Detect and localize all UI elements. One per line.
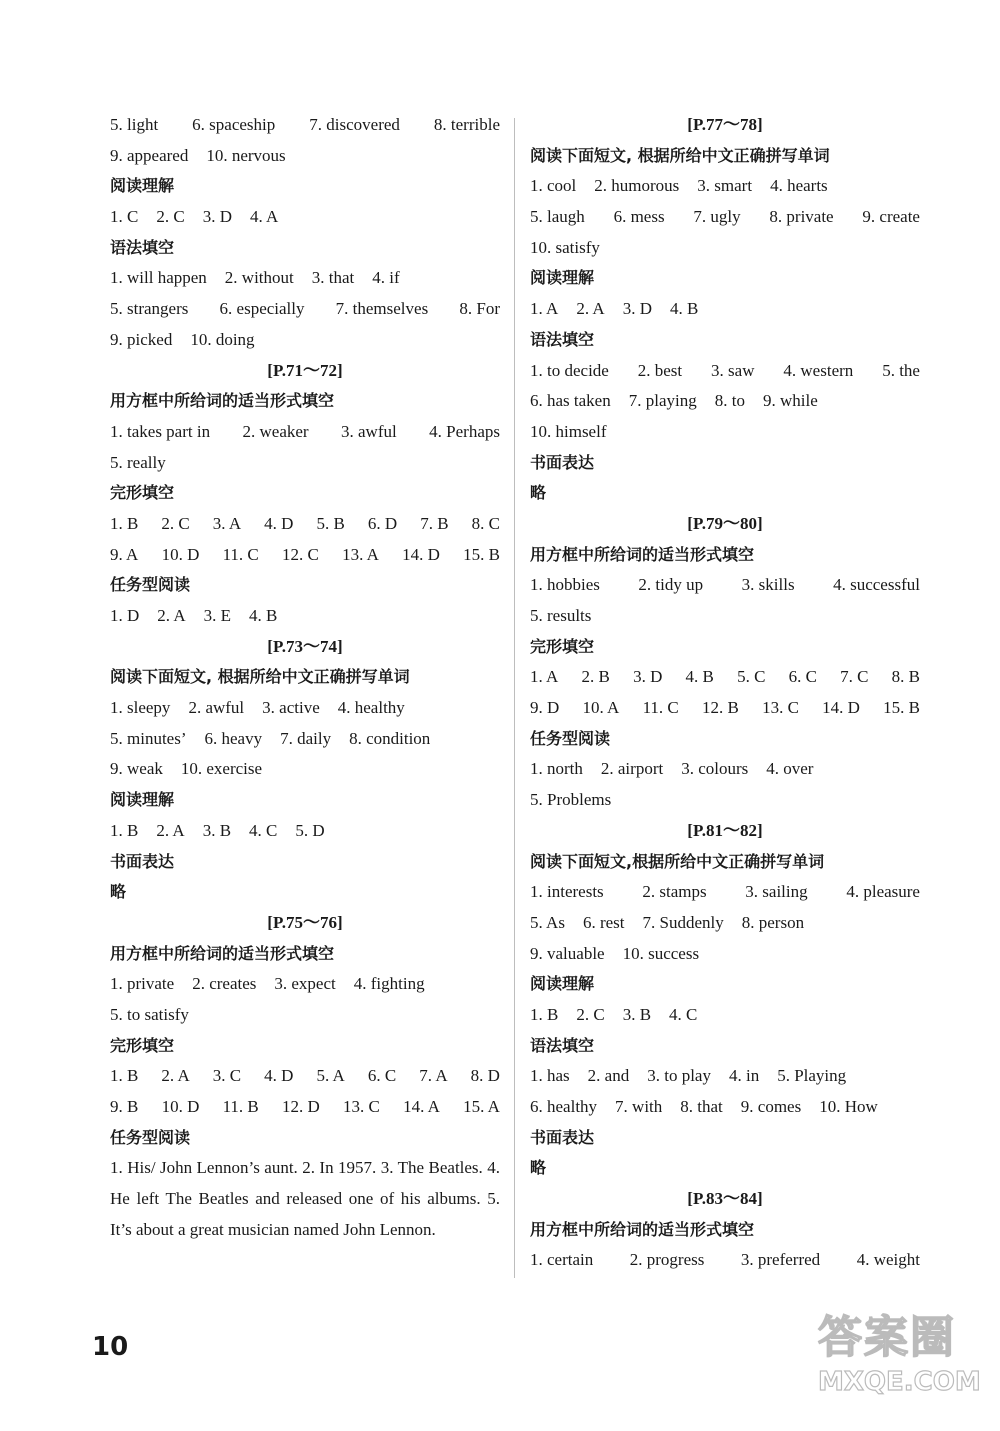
answer-item: 10. nervous: [206, 145, 286, 165]
section-heading: 语法填空: [110, 237, 175, 257]
answer-line: [110, 724, 500, 755]
answer-item: 6. healthy: [530, 1097, 598, 1116]
answer-item: 9. appeared: [110, 145, 189, 165]
answer-item: 1. has: [530, 1066, 570, 1086]
answer-item: 8. D: [470, 1066, 500, 1086]
answer-line: [110, 969, 500, 1000]
answer-item: 14. D: [402, 544, 440, 564]
answer-item: 7. C: [840, 667, 869, 687]
column-divider: [514, 118, 515, 1278]
answer-line: [110, 540, 500, 571]
answer-item: 7. discovered: [309, 115, 400, 134]
answer-item: 9. D: [530, 698, 560, 718]
answer-item: 1. B: [530, 1004, 559, 1024]
section-heading: 书面表达: [530, 452, 595, 472]
answer-line: [530, 877, 920, 908]
answer-item: 12. D: [282, 1097, 320, 1116]
answer-item: 4. successful: [833, 575, 920, 595]
answer-item: 3. saw: [711, 360, 755, 380]
answer-item: 1. C: [110, 207, 139, 227]
answer-line: [110, 141, 500, 172]
answer-item: 1. B: [110, 820, 139, 840]
answer-item: 3. B: [622, 1004, 652, 1024]
answer-item: 9. valuable: [530, 943, 605, 963]
answer-item: 3. awful: [341, 421, 397, 441]
section-heading: 略: [530, 1158, 547, 1178]
answer-item: 1. hobbies: [530, 575, 600, 595]
answer-item: 1. takes part in: [110, 421, 211, 441]
section-heading: 书面表达: [530, 1127, 595, 1147]
answer-item: 7. playing: [628, 391, 697, 411]
answer-item: 7. A: [419, 1066, 448, 1086]
answer-item: 9. create: [862, 207, 920, 227]
answer-line: [110, 816, 500, 847]
section-heading: 阅读理解: [530, 268, 595, 288]
answer-line: [110, 448, 500, 479]
left-column: [110, 110, 500, 1245]
answer-item: 1. B: [110, 513, 139, 533]
answer-item: 13. C: [762, 698, 799, 718]
answer-item: 1. sleepy: [110, 698, 171, 718]
section-heading: 阅读理解: [110, 790, 175, 810]
page-number: 10: [92, 1332, 129, 1362]
answer-item: 5. light: [110, 115, 159, 134]
answer-line: [530, 908, 920, 939]
section-heading: 任务型阅读: [110, 1127, 191, 1147]
answer-item: 4. pleasure: [846, 882, 920, 902]
answer-line: [110, 1000, 500, 1031]
answer-item: 4. western: [783, 360, 854, 380]
section-heading: 用方框中所给词的适当形式填空: [110, 391, 335, 411]
answer-item: 1. will happen: [110, 268, 207, 288]
answer-item: 8. B: [891, 667, 920, 687]
answer-item: 1. interests: [530, 882, 604, 902]
answer-item: 5. to satisfy: [110, 1004, 189, 1024]
answer-line: [110, 693, 500, 724]
answer-item: 6. heavy: [204, 728, 263, 748]
watermark-url: MXQE.COM: [818, 1367, 981, 1397]
answer-item: 2. C: [156, 207, 185, 227]
answer-item: 3. that: [311, 268, 355, 288]
answer-item: 7. B: [420, 513, 449, 533]
answer-line: [110, 1061, 500, 1092]
answer-item: 4. over: [766, 759, 814, 779]
answer-line: [530, 601, 920, 632]
answer-item: 7. daily: [280, 728, 332, 748]
answer-item: 13. A: [342, 544, 379, 564]
answer-item: 2. C: [576, 1004, 605, 1024]
answer-line: [530, 662, 920, 693]
answer-line: [530, 386, 920, 417]
answer-item: 5. minutes’: [110, 728, 187, 748]
answer-item: 3. sailing: [745, 882, 808, 902]
answer-item: 15. B: [883, 698, 920, 718]
answer-item: 3. B: [202, 820, 232, 840]
answer-line: [530, 939, 920, 970]
answer-item: 1. A: [530, 667, 559, 687]
answer-line: [110, 202, 500, 233]
answer-item: 15. B: [463, 544, 500, 564]
answer-item: 4. C: [249, 820, 278, 840]
answer-item: 7. themselves: [335, 299, 429, 319]
answer-item: 3. skills: [741, 575, 795, 595]
section-heading: 书面表达: [110, 851, 175, 871]
answer-line: [530, 785, 920, 816]
answer-paragraph: 1. His/ John Lennon’s aunt. 2. In 1957. 3. The Beatles. 4. He left The Beatles and released one of his albums. 5. It’s about a great musician named John Lennon.: [110, 1158, 500, 1239]
answer-item: 10. satisfy: [530, 237, 600, 257]
answer-item: 4. B: [669, 299, 699, 319]
section-heading: 略: [110, 882, 127, 902]
answer-item: 1. private: [110, 974, 175, 994]
answer-line: [110, 263, 500, 294]
answer-item: 4. weight: [856, 1250, 920, 1270]
answer-item: 3. to play: [647, 1066, 711, 1086]
answer-line: [110, 754, 500, 785]
answer-item: 11. C: [642, 698, 679, 718]
answer-item: 4. D: [264, 1066, 294, 1086]
answer-item: 5. D: [295, 820, 325, 840]
answer-item: 2. weaker: [242, 421, 309, 441]
watermark-logo: [818, 1312, 988, 1422]
answer-item: 9. A: [110, 544, 139, 564]
answer-item: 4. fighting: [353, 974, 425, 994]
section-heading: 完形填空: [110, 1035, 175, 1055]
page-range-heading: [P.83～84]: [687, 1189, 763, 1209]
answer-line: [530, 202, 920, 233]
section-heading: 完形填空: [530, 636, 595, 656]
answer-item: 1. to decide: [530, 360, 609, 380]
page-range-heading: [P.77～78]: [687, 115, 763, 134]
answer-item: 10. exercise: [180, 759, 263, 779]
answer-item: 3. colours: [681, 759, 749, 779]
answer-item: 5. really: [110, 452, 166, 472]
page-range-heading: [P.73～74]: [267, 636, 343, 656]
answer-line: [530, 233, 920, 264]
answer-item: 1. north: [530, 759, 583, 779]
answer-item: 9. weak: [110, 759, 163, 779]
answer-item: 8. C: [471, 513, 500, 533]
answer-item: 2. and: [587, 1066, 630, 1086]
answer-item: 12. B: [702, 698, 739, 718]
answer-item: 2. without: [224, 268, 294, 288]
answer-item: 10. A: [582, 698, 620, 718]
answer-line: [530, 1000, 920, 1031]
answer-line: [530, 570, 920, 601]
answer-item: 5. A: [316, 1066, 345, 1086]
answer-item: 9. B: [110, 1097, 139, 1116]
answer-item: 4. A: [249, 207, 279, 227]
section-heading: 用方框中所给词的适当形式填空: [530, 544, 755, 564]
answer-line: [530, 171, 920, 202]
answer-item: 10. D: [161, 544, 200, 564]
answer-line: [530, 356, 920, 387]
answer-item: 2. progress: [629, 1250, 705, 1270]
answer-item: 10. success: [622, 943, 700, 963]
page-range-heading: [P.81～82]: [687, 820, 763, 840]
section-heading: 阅读理解: [530, 974, 595, 994]
section-heading: 完形填空: [110, 483, 175, 503]
answer-item: 11. B: [222, 1097, 259, 1116]
answer-item: 4. B: [249, 606, 278, 625]
section-heading: 阅读下面短文, 根据所给中文正确拼写单词: [110, 667, 410, 687]
answer-item: 3. D: [622, 299, 652, 319]
answer-item: 9. comes: [740, 1097, 802, 1116]
right-column: [530, 110, 920, 1276]
answer-line: [530, 294, 920, 325]
answer-line: [110, 325, 500, 356]
section-heading: 任务型阅读: [110, 575, 191, 595]
answer-item: 2. A: [156, 820, 185, 840]
answer-item: 2. B: [581, 667, 610, 687]
answer-item: 8. that: [680, 1097, 723, 1116]
answer-item: 10. himself: [530, 421, 607, 441]
answer-line: [110, 1092, 500, 1123]
answer-item: 10. How: [819, 1097, 878, 1116]
answer-item: 1. certain: [530, 1250, 594, 1270]
answer-item: 3. A: [212, 513, 242, 533]
answer-item: 5. laugh: [530, 207, 585, 227]
answer-item: 2. A: [157, 606, 186, 625]
answer-item: 14. A: [403, 1097, 440, 1116]
answer-item: 6. C: [788, 667, 817, 687]
page-range-heading: [P.75～76]: [267, 912, 343, 932]
answer-item: 2. C: [161, 513, 190, 533]
answer-item: 5. strangers: [110, 299, 189, 319]
answer-item: 2. humorous: [594, 176, 680, 196]
answer-item: 3. D: [202, 207, 232, 227]
answer-item: 2. awful: [188, 698, 245, 718]
answer-item: 1. A: [530, 299, 559, 319]
answer-item: 4. healthy: [337, 698, 405, 718]
answer-item: 4. hearts: [770, 176, 828, 196]
section-heading: 用方框中所给词的适当形式填空: [110, 943, 335, 963]
answer-item: 8. terrible: [433, 115, 500, 134]
answer-item: 2. stamps: [642, 882, 707, 902]
answer-item: 4. D: [264, 513, 294, 533]
answer-item: 8. condition: [349, 728, 431, 748]
answer-line: [530, 417, 920, 448]
answer-line: [530, 1061, 920, 1092]
section-heading: 阅读下面短文, 根据所给中文正确拼写单词: [530, 145, 830, 165]
answer-item: 9. picked: [110, 329, 173, 349]
answer-item: 6. especially: [219, 299, 305, 319]
answer-item: 5. As: [530, 912, 565, 932]
answer-line: [530, 754, 920, 785]
section-heading: 略: [530, 483, 547, 503]
answer-item: 4. if: [372, 268, 400, 288]
answer-item: 12. C: [282, 544, 319, 564]
answer-item: 3. expect: [274, 974, 336, 994]
section-heading: 阅读理解: [110, 176, 175, 196]
answer-item: 5. Problems: [530, 790, 612, 810]
answer-item: 2. airport: [600, 759, 664, 779]
answer-line: [530, 1245, 920, 1276]
answer-item: 3. active: [262, 698, 320, 718]
answer-item: 13. C: [343, 1097, 380, 1116]
answer-item: 4. B: [685, 667, 714, 687]
answer-line: [110, 509, 500, 540]
answer-item: 3. smart: [697, 176, 753, 196]
answer-item: 6. D: [367, 513, 398, 533]
answer-item: 10. D: [161, 1097, 200, 1116]
answer-item: 5. results: [530, 606, 592, 625]
answer-item: 3. C: [212, 1066, 242, 1086]
answer-item: 4. Perhaps: [429, 421, 500, 441]
answer-item: 9. while: [762, 391, 818, 411]
answer-line: [110, 110, 500, 141]
page-range-heading: [P.71～72]: [267, 360, 343, 380]
page-range-heading: [P.79～80]: [687, 513, 763, 533]
answer-line: [110, 601, 500, 632]
answer-item: 6. has taken: [530, 391, 611, 411]
answer-item: 2. creates: [192, 974, 257, 994]
answer-item: 5. B: [316, 513, 345, 533]
answer-line: [110, 417, 500, 448]
answer-item: 6. rest: [582, 912, 625, 932]
answer-item: 2. tidy up: [638, 575, 704, 595]
answer-item: 7. Suddenly: [642, 912, 724, 932]
section-heading: 任务型阅读: [530, 728, 611, 748]
answer-item: 2. A: [576, 299, 605, 319]
answer-item: 8. For: [459, 299, 500, 319]
answer-item: 6. C: [367, 1066, 397, 1086]
answer-item: 6. mess: [613, 207, 665, 227]
watermark-glyphs: 答案圈: [818, 1312, 956, 1363]
answer-item: 6. spaceship: [192, 115, 276, 134]
section-heading: 语法填空: [530, 329, 595, 349]
answer-item: 11. C: [222, 544, 259, 564]
answer-line: [110, 294, 500, 325]
answer-item: 1. D: [110, 606, 140, 625]
answer-item: 8. to: [714, 391, 745, 411]
answer-item: 3. D: [633, 667, 663, 687]
answer-item: 3. E: [203, 606, 232, 625]
section-heading: 语法填空: [530, 1035, 595, 1055]
answer-item: 8. private: [769, 207, 834, 227]
answer-item: 7. ugly: [693, 207, 741, 227]
section-heading: 用方框中所给词的适当形式填空: [530, 1219, 755, 1239]
answer-item: 1. cool: [530, 176, 577, 196]
answer-item: 14. D: [822, 698, 860, 718]
answer-item: 2. A: [161, 1066, 190, 1086]
answer-line: [530, 693, 920, 724]
answer-item: 4. C: [669, 1004, 698, 1024]
answer-line: [530, 1092, 920, 1123]
answer-item: 5. C: [737, 667, 766, 687]
section-heading: 阅读下面短文,根据所给中文正确拼写单词: [530, 851, 825, 871]
answer-item: 8. person: [741, 912, 805, 932]
answer-item: 2. best: [637, 360, 683, 380]
answer-item: 1. B: [110, 1066, 139, 1086]
answer-item: 7. with: [615, 1097, 663, 1116]
answer-item: 3. preferred: [740, 1250, 821, 1270]
answer-item: 4. in: [728, 1066, 760, 1086]
answer-item: 10. doing: [190, 329, 255, 349]
answer-item: 5. Playing: [777, 1066, 847, 1086]
answer-item: 15. A: [463, 1097, 500, 1116]
answer-item: 5. the: [882, 360, 920, 380]
